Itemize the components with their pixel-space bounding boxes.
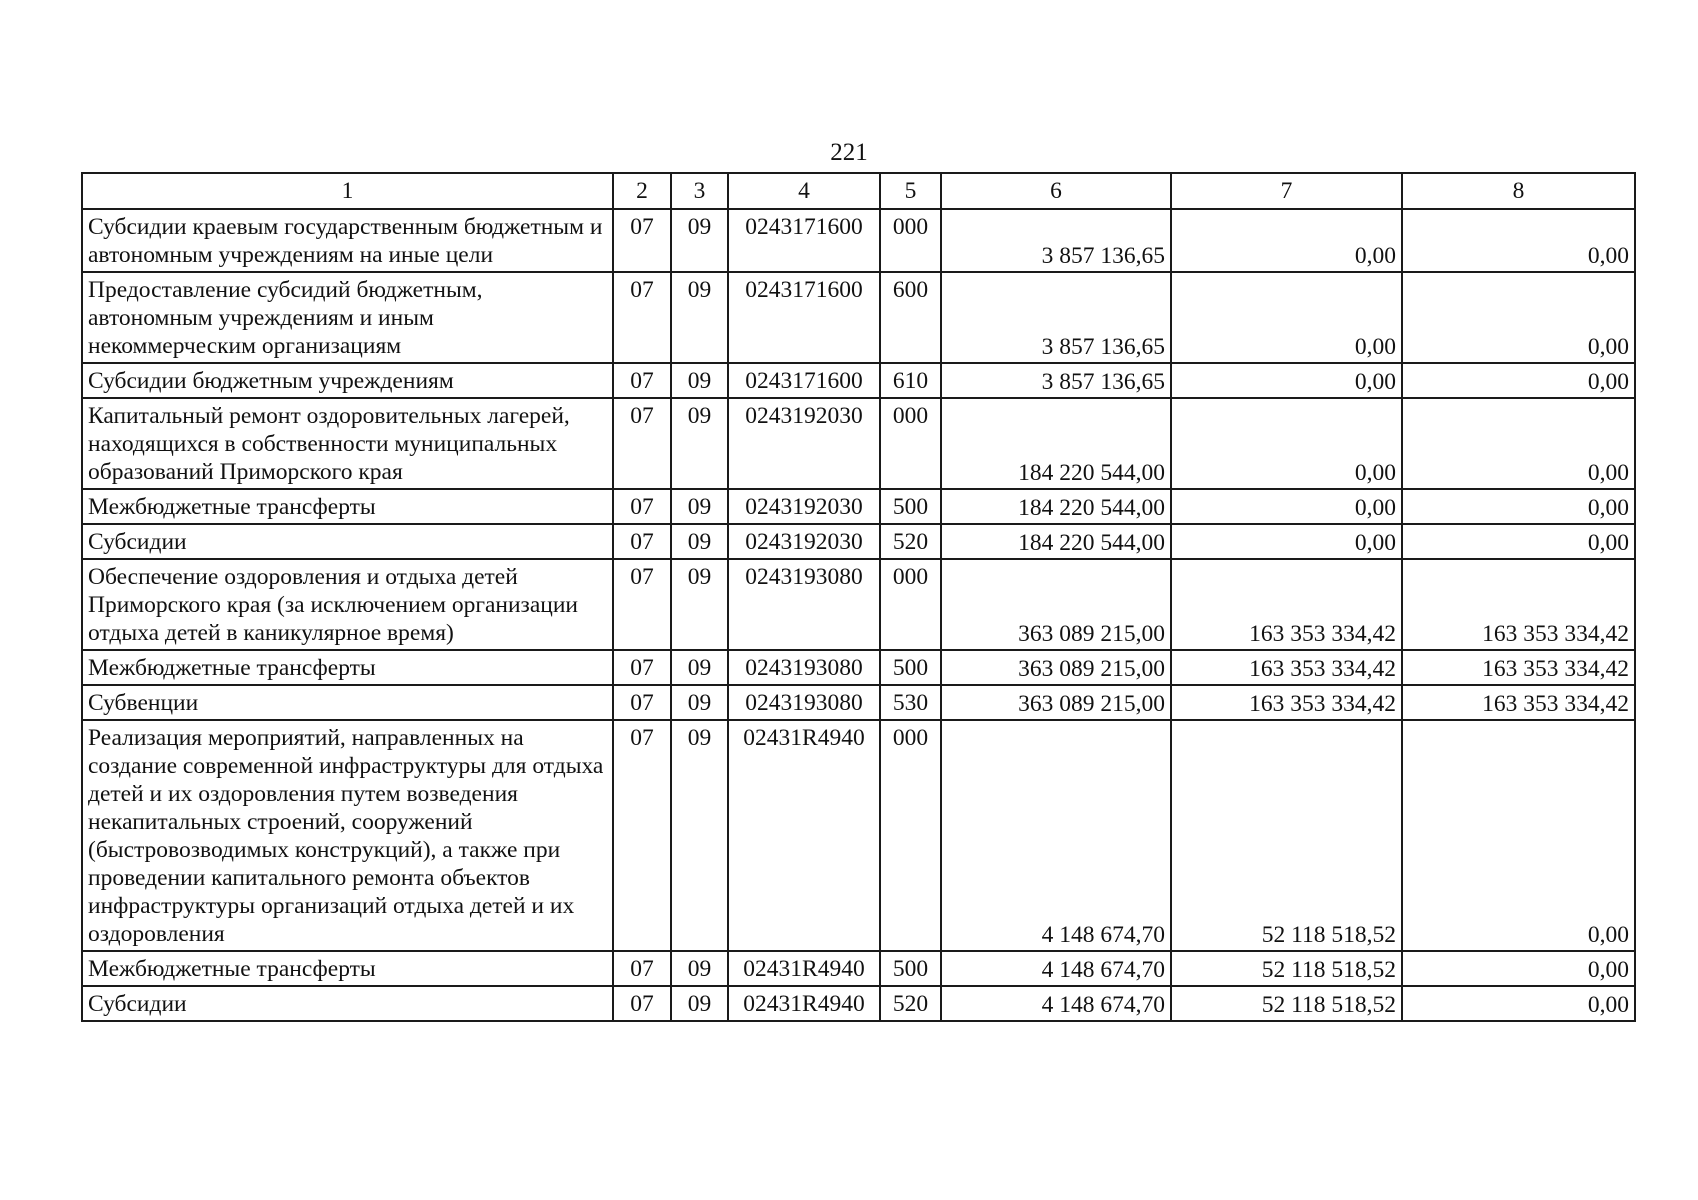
table-row — [82, 489, 1635, 524]
column-header: 6 — [941, 173, 1171, 209]
row-name: Предоставление субсидий бюджетным, автономным учреждениям и иным некоммерческим организациям — [82, 272, 613, 363]
expense-type-code: 000 — [880, 209, 941, 272]
amount-col-8: 0,00 — [1402, 398, 1635, 489]
expense-type-code: 520 — [880, 986, 941, 1021]
target-article-code: 02431R4940 — [728, 720, 880, 951]
amount-col-8: 163 353 334,42 — [1402, 685, 1635, 720]
section-code: 07 — [613, 559, 671, 650]
target-article-code: 02431R4940 — [728, 951, 880, 986]
row-name: Реализация мероприятий, направленных на создание современной инфраструктуры для отдыха детей и их оздоровления путем возведения некапитальных строений, сооружений (быстровозводимых конструкций), а также при проведении капитального ремонта объектов инфраструктуры организаций отдыха детей и их оздоровления — [82, 720, 613, 951]
amount-col-7: 0,00 — [1171, 363, 1402, 398]
target-article-code: 0243193080 — [728, 559, 880, 650]
column-header: 3 — [671, 173, 728, 209]
amount-col-7: 0,00 — [1171, 489, 1402, 524]
target-article-code: 0243192030 — [728, 524, 880, 559]
table-row — [82, 209, 1635, 272]
row-name: Капитальный ремонт оздоровительных лагерей, находящихся в собственности муниципальных образований Приморского края — [82, 398, 613, 489]
subsection-code: 09 — [671, 986, 728, 1021]
table-row — [82, 524, 1635, 559]
amount-col-7: 0,00 — [1171, 398, 1402, 489]
row-name: Обеспечение оздоровления и отдыха детей Приморского края (за исключением организации отдыха детей в каникулярное время) — [82, 559, 613, 650]
amount-col-7: 52 118 518,52 — [1171, 951, 1402, 986]
section-code: 07 — [613, 524, 671, 559]
amount-col-6: 184 220 544,00 — [941, 398, 1171, 489]
subsection-code: 09 — [671, 720, 728, 951]
amount-col-8: 163 353 334,42 — [1402, 559, 1635, 650]
expense-type-code: 520 — [880, 524, 941, 559]
table-row — [82, 720, 1635, 951]
subsection-code: 09 — [671, 685, 728, 720]
subsection-code: 09 — [671, 951, 728, 986]
table-row — [82, 685, 1635, 720]
section-code: 07 — [613, 398, 671, 489]
amount-col-7: 52 118 518,52 — [1171, 986, 1402, 1021]
subsection-code: 09 — [671, 489, 728, 524]
table-row — [82, 650, 1635, 685]
column-header: 4 — [728, 173, 880, 209]
target-article-code: 0243171600 — [728, 272, 880, 363]
amount-col-6: 184 220 544,00 — [941, 489, 1171, 524]
expense-type-code: 500 — [880, 650, 941, 685]
column-header: 2 — [613, 173, 671, 209]
target-article-code: 02431R4940 — [728, 986, 880, 1021]
amount-col-8: 0,00 — [1402, 951, 1635, 986]
expense-type-code: 610 — [880, 363, 941, 398]
budget-table — [81, 172, 1636, 1022]
table-row — [82, 272, 1635, 363]
section-code: 07 — [613, 209, 671, 272]
section-code: 07 — [613, 986, 671, 1021]
amount-col-8: 0,00 — [1402, 209, 1635, 272]
amount-col-7: 163 353 334,42 — [1171, 685, 1402, 720]
column-header: 5 — [880, 173, 941, 209]
amount-col-8: 0,00 — [1402, 489, 1635, 524]
amount-col-6: 363 089 215,00 — [941, 559, 1171, 650]
expense-type-code: 600 — [880, 272, 941, 363]
table-row — [82, 363, 1635, 398]
row-name: Межбюджетные трансферты — [82, 489, 613, 524]
table-row — [82, 951, 1635, 986]
row-name: Субсидии краевым государственным бюджетным и автономным учреждениям на иные цели — [82, 209, 613, 272]
row-name: Субсидии — [82, 524, 613, 559]
header-row — [82, 173, 1635, 209]
subsection-code: 09 — [671, 398, 728, 489]
expense-type-code: 500 — [880, 951, 941, 986]
amount-col-7: 52 118 518,52 — [1171, 720, 1402, 951]
amount-col-8: 0,00 — [1402, 363, 1635, 398]
amount-col-8: 0,00 — [1402, 986, 1635, 1021]
amount-col-8: 0,00 — [1402, 524, 1635, 559]
expense-type-code: 500 — [880, 489, 941, 524]
section-code: 07 — [613, 272, 671, 363]
table-row — [82, 398, 1635, 489]
amount-col-7: 0,00 — [1171, 209, 1402, 272]
table-row — [82, 559, 1635, 650]
target-article-code: 0243193080 — [728, 650, 880, 685]
section-code: 07 — [613, 720, 671, 951]
target-article-code: 0243193080 — [728, 685, 880, 720]
subsection-code: 09 — [671, 209, 728, 272]
column-header: 1 — [82, 173, 613, 209]
amount-col-7: 163 353 334,42 — [1171, 650, 1402, 685]
row-name: Межбюджетные трансферты — [82, 650, 613, 685]
amount-col-8: 0,00 — [1402, 272, 1635, 363]
amount-col-6: 4 148 674,70 — [941, 720, 1171, 951]
target-article-code: 0243171600 — [728, 209, 880, 272]
expense-type-code: 000 — [880, 398, 941, 489]
row-name: Межбюджетные трансферты — [82, 951, 613, 986]
table-row — [82, 986, 1635, 1021]
column-header: 7 — [1171, 173, 1402, 209]
row-name: Субсидии — [82, 986, 613, 1021]
page-number: 221 — [830, 139, 868, 166]
section-code: 07 — [613, 489, 671, 524]
amount-col-6: 3 857 136,65 — [941, 272, 1171, 363]
amount-col-6: 4 148 674,70 — [941, 986, 1171, 1021]
target-article-code: 0243192030 — [728, 489, 880, 524]
amount-col-6: 3 857 136,65 — [941, 363, 1171, 398]
subsection-code: 09 — [671, 363, 728, 398]
amount-col-6: 4 148 674,70 — [941, 951, 1171, 986]
target-article-code: 0243171600 — [728, 363, 880, 398]
amount-col-6: 184 220 544,00 — [941, 524, 1171, 559]
section-code: 07 — [613, 951, 671, 986]
expense-type-code: 530 — [880, 685, 941, 720]
subsection-code: 09 — [671, 650, 728, 685]
amount-col-8: 0,00 — [1402, 720, 1635, 951]
amount-col-6: 363 089 215,00 — [941, 650, 1171, 685]
amount-col-6: 363 089 215,00 — [941, 685, 1171, 720]
amount-col-7: 163 353 334,42 — [1171, 559, 1402, 650]
amount-col-8: 163 353 334,42 — [1402, 650, 1635, 685]
subsection-code: 09 — [671, 272, 728, 363]
row-name: Субвенции — [82, 685, 613, 720]
row-name: Субсидии бюджетным учреждениям — [82, 363, 613, 398]
section-code: 07 — [613, 363, 671, 398]
expense-type-code: 000 — [880, 559, 941, 650]
subsection-code: 09 — [671, 524, 728, 559]
amount-col-7: 0,00 — [1171, 272, 1402, 363]
target-article-code: 0243192030 — [728, 398, 880, 489]
expense-type-code: 000 — [880, 720, 941, 951]
section-code: 07 — [613, 685, 671, 720]
subsection-code: 09 — [671, 559, 728, 650]
amount-col-6: 3 857 136,65 — [941, 209, 1171, 272]
section-code: 07 — [613, 650, 671, 685]
column-header: 8 — [1402, 173, 1635, 209]
amount-col-7: 0,00 — [1171, 524, 1402, 559]
